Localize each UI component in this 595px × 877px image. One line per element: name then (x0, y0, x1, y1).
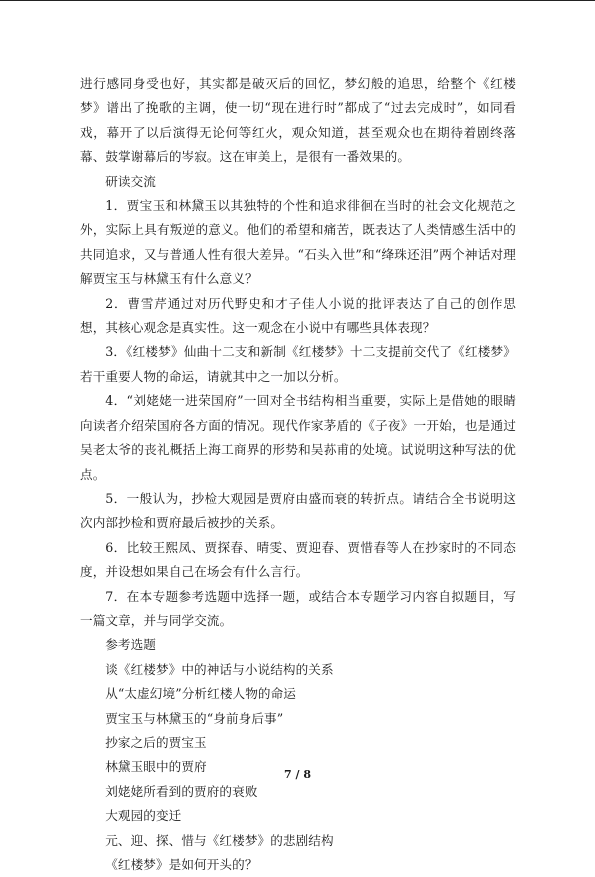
question-1: 1．贾宝玉和林黛玉以其独特的个性和追求徘徊在当时的社会文化规范之外，实际上具有叛逆的意义。他们的希望和痛苦，既表达了人类情感生活中的共同追求，又与普通人性有很大差异。“石头入世”和“绛珠还泪”两个神话对理解贾宝玉与林黛玉有什么意义？ (80, 198, 516, 287)
topic-item: 元、迎、探、惜与《红楼梦》的悲剧结构 (105, 832, 334, 848)
page-number: 7 / 8 (284, 768, 311, 781)
question-2: 2．曹雪芹通过对历代野史和才子佳人小说的批评表达了自己的创作思想，其核心观念是真实性。这一观念在小说中有哪些具体表现？ (80, 295, 516, 336)
question-6: 6．比较王熙凤、贾探春、晴雯、贾迎春、贾惜春等人在抄家时的不同态度，并设想如果自己在场会有什么言行。 (80, 539, 516, 580)
topic-item: 抄家之后的贾宝玉 (105, 734, 207, 750)
question-5: 5．一般认为，抄检大观园是贾府由盛而衰的转折点。请结合全书说明这次内部抄检和贾府最后被抄的关系。 (80, 490, 516, 531)
topic-item: 谈《红楼梦》中的神话与小说结构的关系 (105, 661, 334, 677)
topic-item: 从“太虚幻境”分析红楼人物的命运 (105, 686, 296, 702)
top-border-rule (0, 0, 595, 1)
intro-paragraph: 进行感同身受也好，其实都是破灭后的回忆，梦幻般的追思，给整个《红楼梦》谱出了挽歌的主调，使一切“现在进行时”都成了“过去完成时”，如同看戏，幕开了以后演得无论何等红火，观众知道，甚至观众也在期待着剧终落幕、鼓掌谢幕后的岑寂。这在审美上，是很有一番效果的。 (80, 76, 516, 165)
page-body (80, 72, 516, 877)
topic-item: 林黛玉眼中的贾府 (105, 759, 207, 775)
topics-heading: 参考选题 (105, 637, 156, 653)
question-4: 4．“刘姥姥一进荣国府”一回对全书结构相当重要，实际上是借她的眼睛向读者介绍荣国府各方面的情况。现代作家茅盾的《子夜》一开始，也是通过吴老太爷的丧礼概括上海工商界的形势和吴荪甫的处境。试说明这种写法的优点。 (80, 393, 516, 482)
question-7: 7．在本专题参考选题中选择一题，或结合本专题学习内容自拟题目，写一篇文章，并与同学交流。 (80, 588, 516, 628)
topic-item: 大观园的变迁 (105, 808, 182, 824)
topic-item: 《红楼梦》是如何开头的？ (105, 857, 258, 872)
question-3: 3．《红楼梦》仙曲十二支和新制《红楼梦》十二支提前交代了《红楼梦》若干重要人物的命运，请就其中之一加以分析。 (80, 344, 516, 384)
section-heading: 研读交流 (105, 173, 156, 189)
topic-item: 贾宝玉与林黛玉的“身前身后事” (105, 710, 284, 726)
topic-item: 刘姥姥所看到的贾府的衰败 (105, 783, 258, 799)
